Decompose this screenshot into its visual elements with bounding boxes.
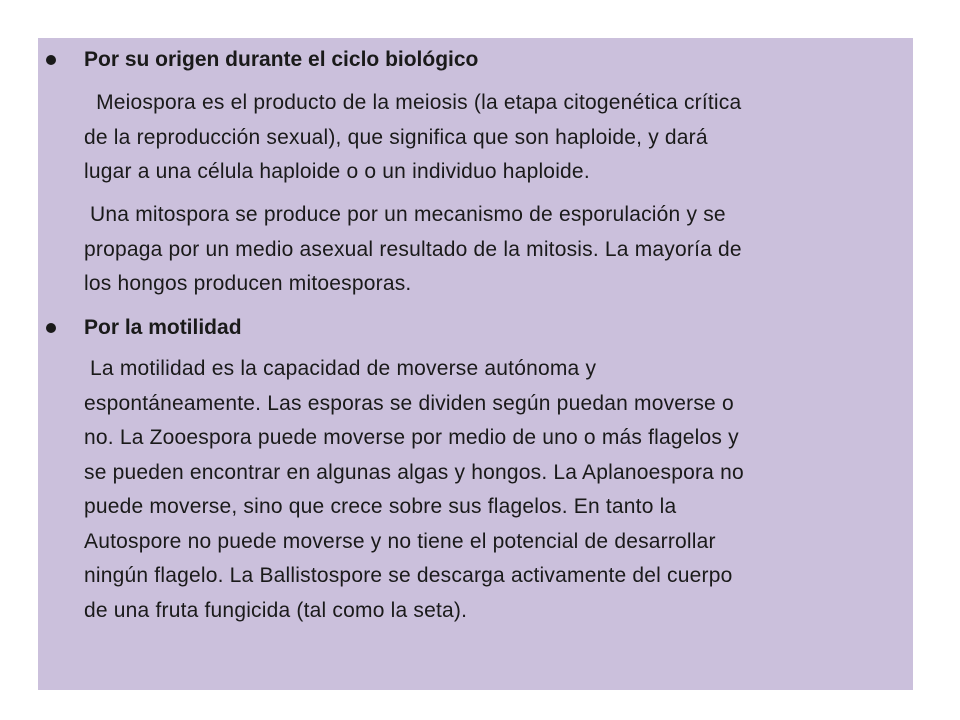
paragraph-line: Meiospora es el producto de la meiosis (la etapa citogenética crítica bbox=[84, 91, 742, 114]
section-title: Por la motilidad bbox=[84, 316, 242, 339]
slide-content bbox=[38, 38, 913, 690]
paragraph-line: lugar a una célula haploide o o un individuo haploide. bbox=[84, 160, 590, 183]
paragraph-motilidad bbox=[84, 352, 904, 628]
bullet-dot-icon bbox=[46, 55, 56, 65]
paragraph-line: no. La Zooespora puede moverse por medio de uno o más flagelos y bbox=[84, 426, 739, 449]
paragraph-line: Una mitospora se produce por un mecanismo de esporulación y se bbox=[84, 203, 726, 226]
paragraph-line: Autospore no puede moverse y no tiene el potencial de desarrollar bbox=[84, 529, 716, 553]
paragraph-meiospora bbox=[84, 86, 904, 190]
paragraph-line: los hongos producen mitoesporas. bbox=[84, 272, 412, 295]
paragraph-line: de la reproducción sexual), que significa que son haploide, y dará bbox=[84, 125, 708, 149]
paragraph-mitospora bbox=[84, 198, 904, 302]
section-title: Por su origen durante el ciclo biológico bbox=[84, 48, 479, 71]
slide-background bbox=[38, 38, 913, 690]
paragraph-line: se pueden encontrar en algunas algas y hongos. La Aplanoespora no bbox=[84, 460, 744, 484]
paragraph-line: ningún flagelo. La Ballistospore se descarga activamente del cuerpo bbox=[84, 564, 733, 587]
paragraph-line: La motilidad es la capacidad de moverse autónoma y bbox=[84, 357, 597, 380]
paragraph-line: propaga por un medio asexual resultado de la mitosis. La mayoría de bbox=[84, 237, 742, 261]
paragraph-line: puede moverse, sino que crece sobre sus flagelos. En tanto la bbox=[84, 495, 677, 518]
paragraph-line: espontáneamente. Las esporas se dividen según puedan moverse o bbox=[84, 391, 734, 415]
bullet-dot-icon bbox=[46, 323, 56, 333]
paragraph-line: de una fruta fungicida (tal como la seta). bbox=[84, 598, 468, 622]
